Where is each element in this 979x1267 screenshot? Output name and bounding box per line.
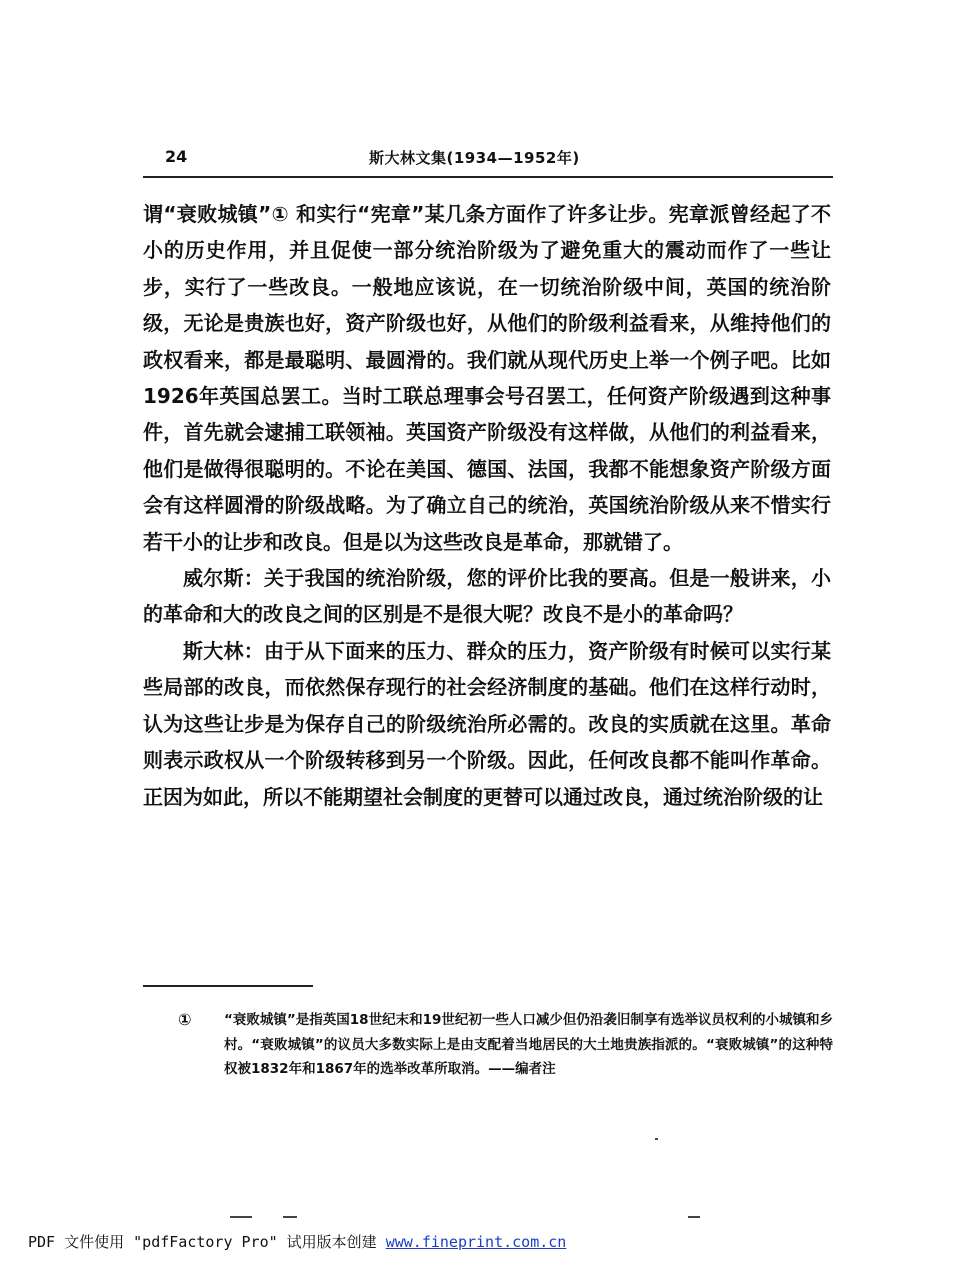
page-number: 24 (165, 147, 188, 166)
paragraph-1 (143, 196, 831, 560)
scan-speck (688, 1216, 700, 1218)
paragraph-3-text: 由于从下面来的压力、群众的压力，资产阶级有时候可以实行某些局部的改良，而依然保存现行的社会经济制度的基础。他们在这样行动时，认为这些让步是为保存自己的阶级统治所必需的。改良的实质就在这里。革命则表示政权从一个阶级转移到另一个阶级。因此，任何改良都不能叫作革命。正因为如此，所以不能期望社会制度的更替可以通过改良，通过统治阶级的让 (143, 638, 832, 809)
footer-link[interactable]: www.fineprint.com.cn (385, 1233, 567, 1251)
pdf-watermark-footer (28, 1231, 566, 1252)
footer-text: PDF 文件使用 "pdfFactory Pro" 试用版本创建 (28, 1233, 386, 1251)
page-header (143, 147, 833, 171)
paragraph-3 (143, 633, 831, 815)
paragraph-2-text: 关于我国的统治阶级，您的评价比我的要高。但是一般讲来，小的革命和大的改良之间的区别是不是很大呢？改良不是小的革命吗？ (143, 566, 832, 627)
scan-speck (655, 1138, 658, 1140)
running-title: 斯大林文集(1934—1952年) (369, 149, 580, 167)
footnote-rule (143, 985, 313, 987)
speaker-wells: 威尔斯： (183, 566, 265, 591)
scan-speck (230, 1216, 252, 1218)
speaker-stalin: 斯大林： (183, 638, 265, 663)
paragraph-1-text: 谓“衰败城镇”① 和实行“宪章”某几条方面作了许多让步。宪章派曾经起了不小的历史作用，并且促使一部分统治阶级为了避免重大的震动而作了一些让步，实行了一些改良。一般地应该说，在一切统治阶级中间，英国的统治阶级，无论是贵族也好，资产阶级也好，从他们的阶级利益看来，从维持他们的政权看来，都是最聪明、最圆滑的。我们就从现代历史上举一个例子吧。比如1926年英国总罢工。当时工联总理事会号召罢工，任何资产阶级遇到这种事件，首先就会逮捕工联领袖。英国资产阶级没有这样做，从他们的利益看来，他们是做得很聪明的。不论在美国、德国、法国，我都不能想象资产阶级方面会有这样圆滑的阶级战略。为了确立自己的统治，英国统治阶级从来不惜实行若干小的让步和改良。但是以为这些改良是革命，那就错了。 (143, 202, 831, 554)
footnote (178, 1008, 833, 1082)
header-rule (143, 176, 833, 178)
footnote-mark: ① (178, 1010, 192, 1029)
body-text (143, 196, 831, 815)
paragraph-2 (143, 560, 831, 633)
footnote-text: “衰败城镇”是指英国18世纪末和19世纪初一些人口减少但仍沿袭旧制享有选举议员权利的小城镇和乡村。“衰败城镇”的议员大多数实际上是由支配着当地居民的大土地贵族指派的。“衰败城镇”的这种特权被1832年和1867年的选举改革所取消。——编者注 (224, 1012, 833, 1077)
scan-speck (283, 1216, 297, 1218)
